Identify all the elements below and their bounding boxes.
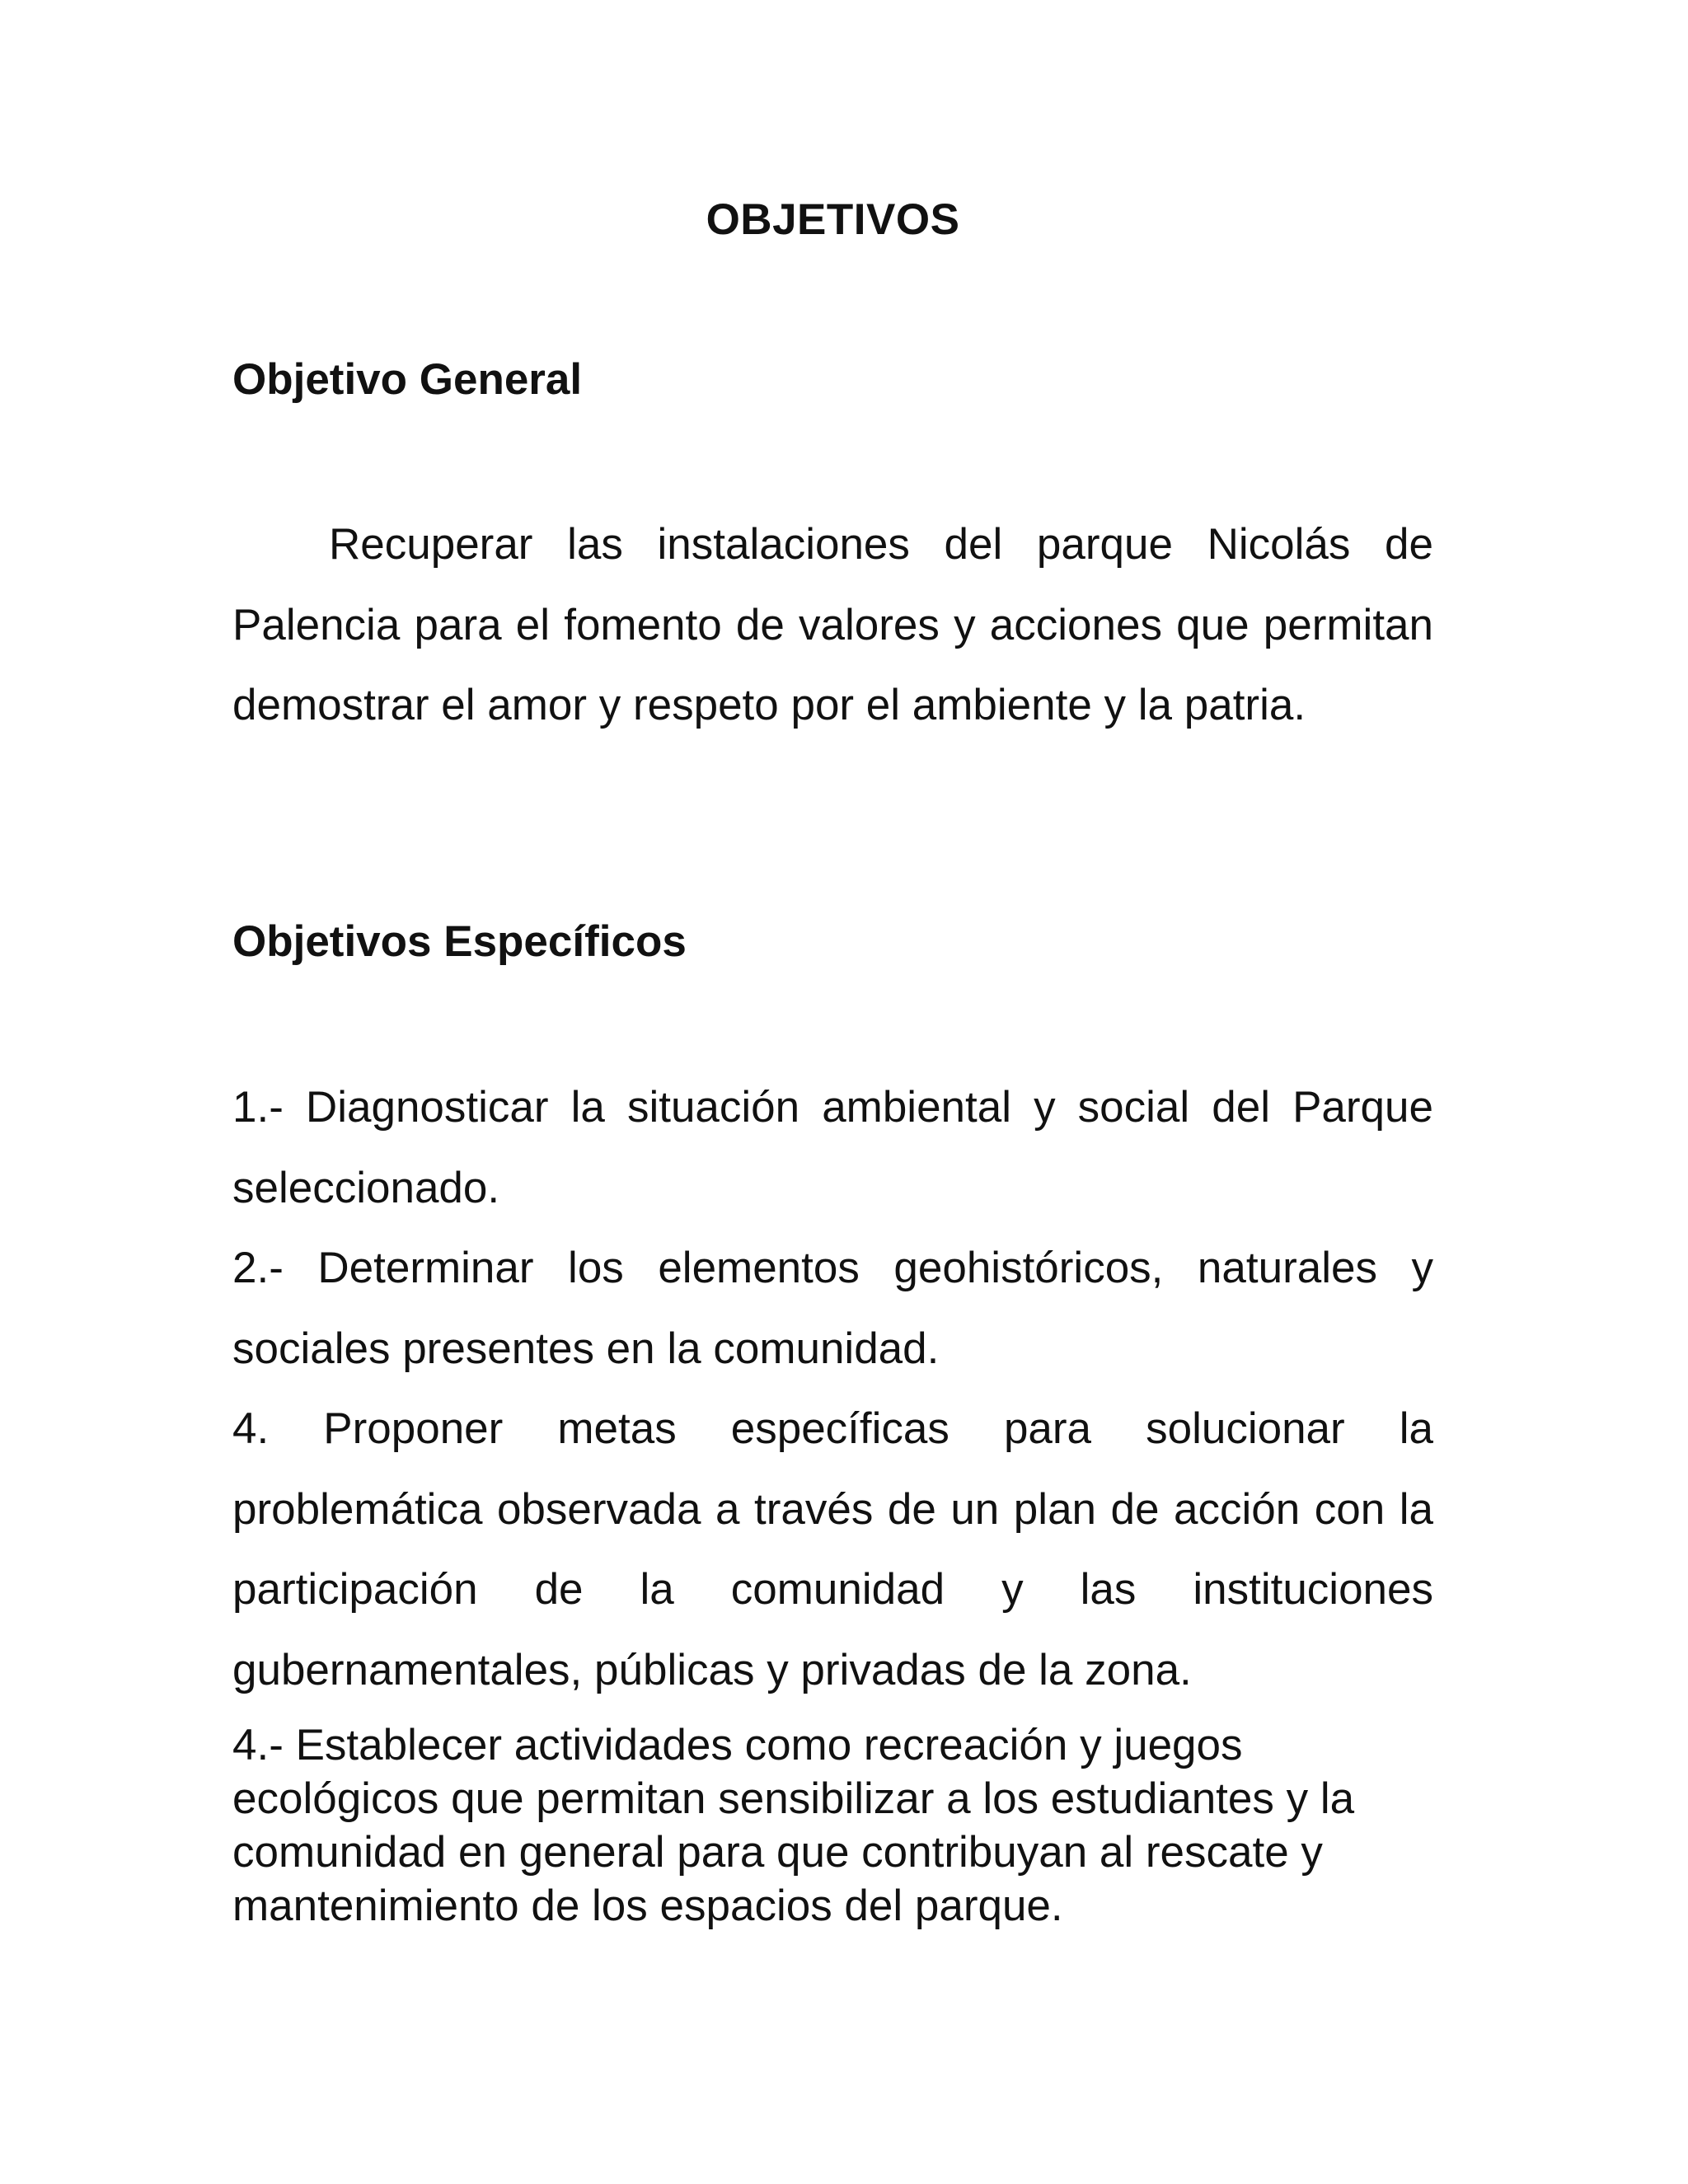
specific-objective-item: 4.- Establecer actividades como recreación y juegos ecológicos que permitan sensibilizar a los estudiantes y la comunidad en general para que contribuyan al rescate y mantenimiento de los espacios del parque. <box>232 1721 1355 1930</box>
specific-objective-item: 2.- Determinar los elementos geohistóricos, naturales y sociales presentes en la comunidad. <box>232 1244 1433 1373</box>
general-objective-heading: Objetivo General <box>232 355 583 404</box>
specific-objective-item: 4. Proponer metas específicas para solucionar la problemática observada a través de un plan de acción con la participación de la comunidad y las instituciones gubernamentales, públicas y privadas de la zona. <box>232 1404 1433 1694</box>
general-objective-paragraph: Recuperar las instalaciones del parque Nicolás de Palencia para el fomento de valores y acciones que permitan demostrar el amor y respeto por el ambiente y la patria. <box>232 520 1433 729</box>
specific-objectives-heading: Objetivos Específicos <box>232 917 687 966</box>
page-title: OBJETIVOS <box>706 195 960 244</box>
specific-objective-item: 1.- Diagnosticar la situación ambiental y social del Parque seleccionado. <box>232 1083 1433 1212</box>
